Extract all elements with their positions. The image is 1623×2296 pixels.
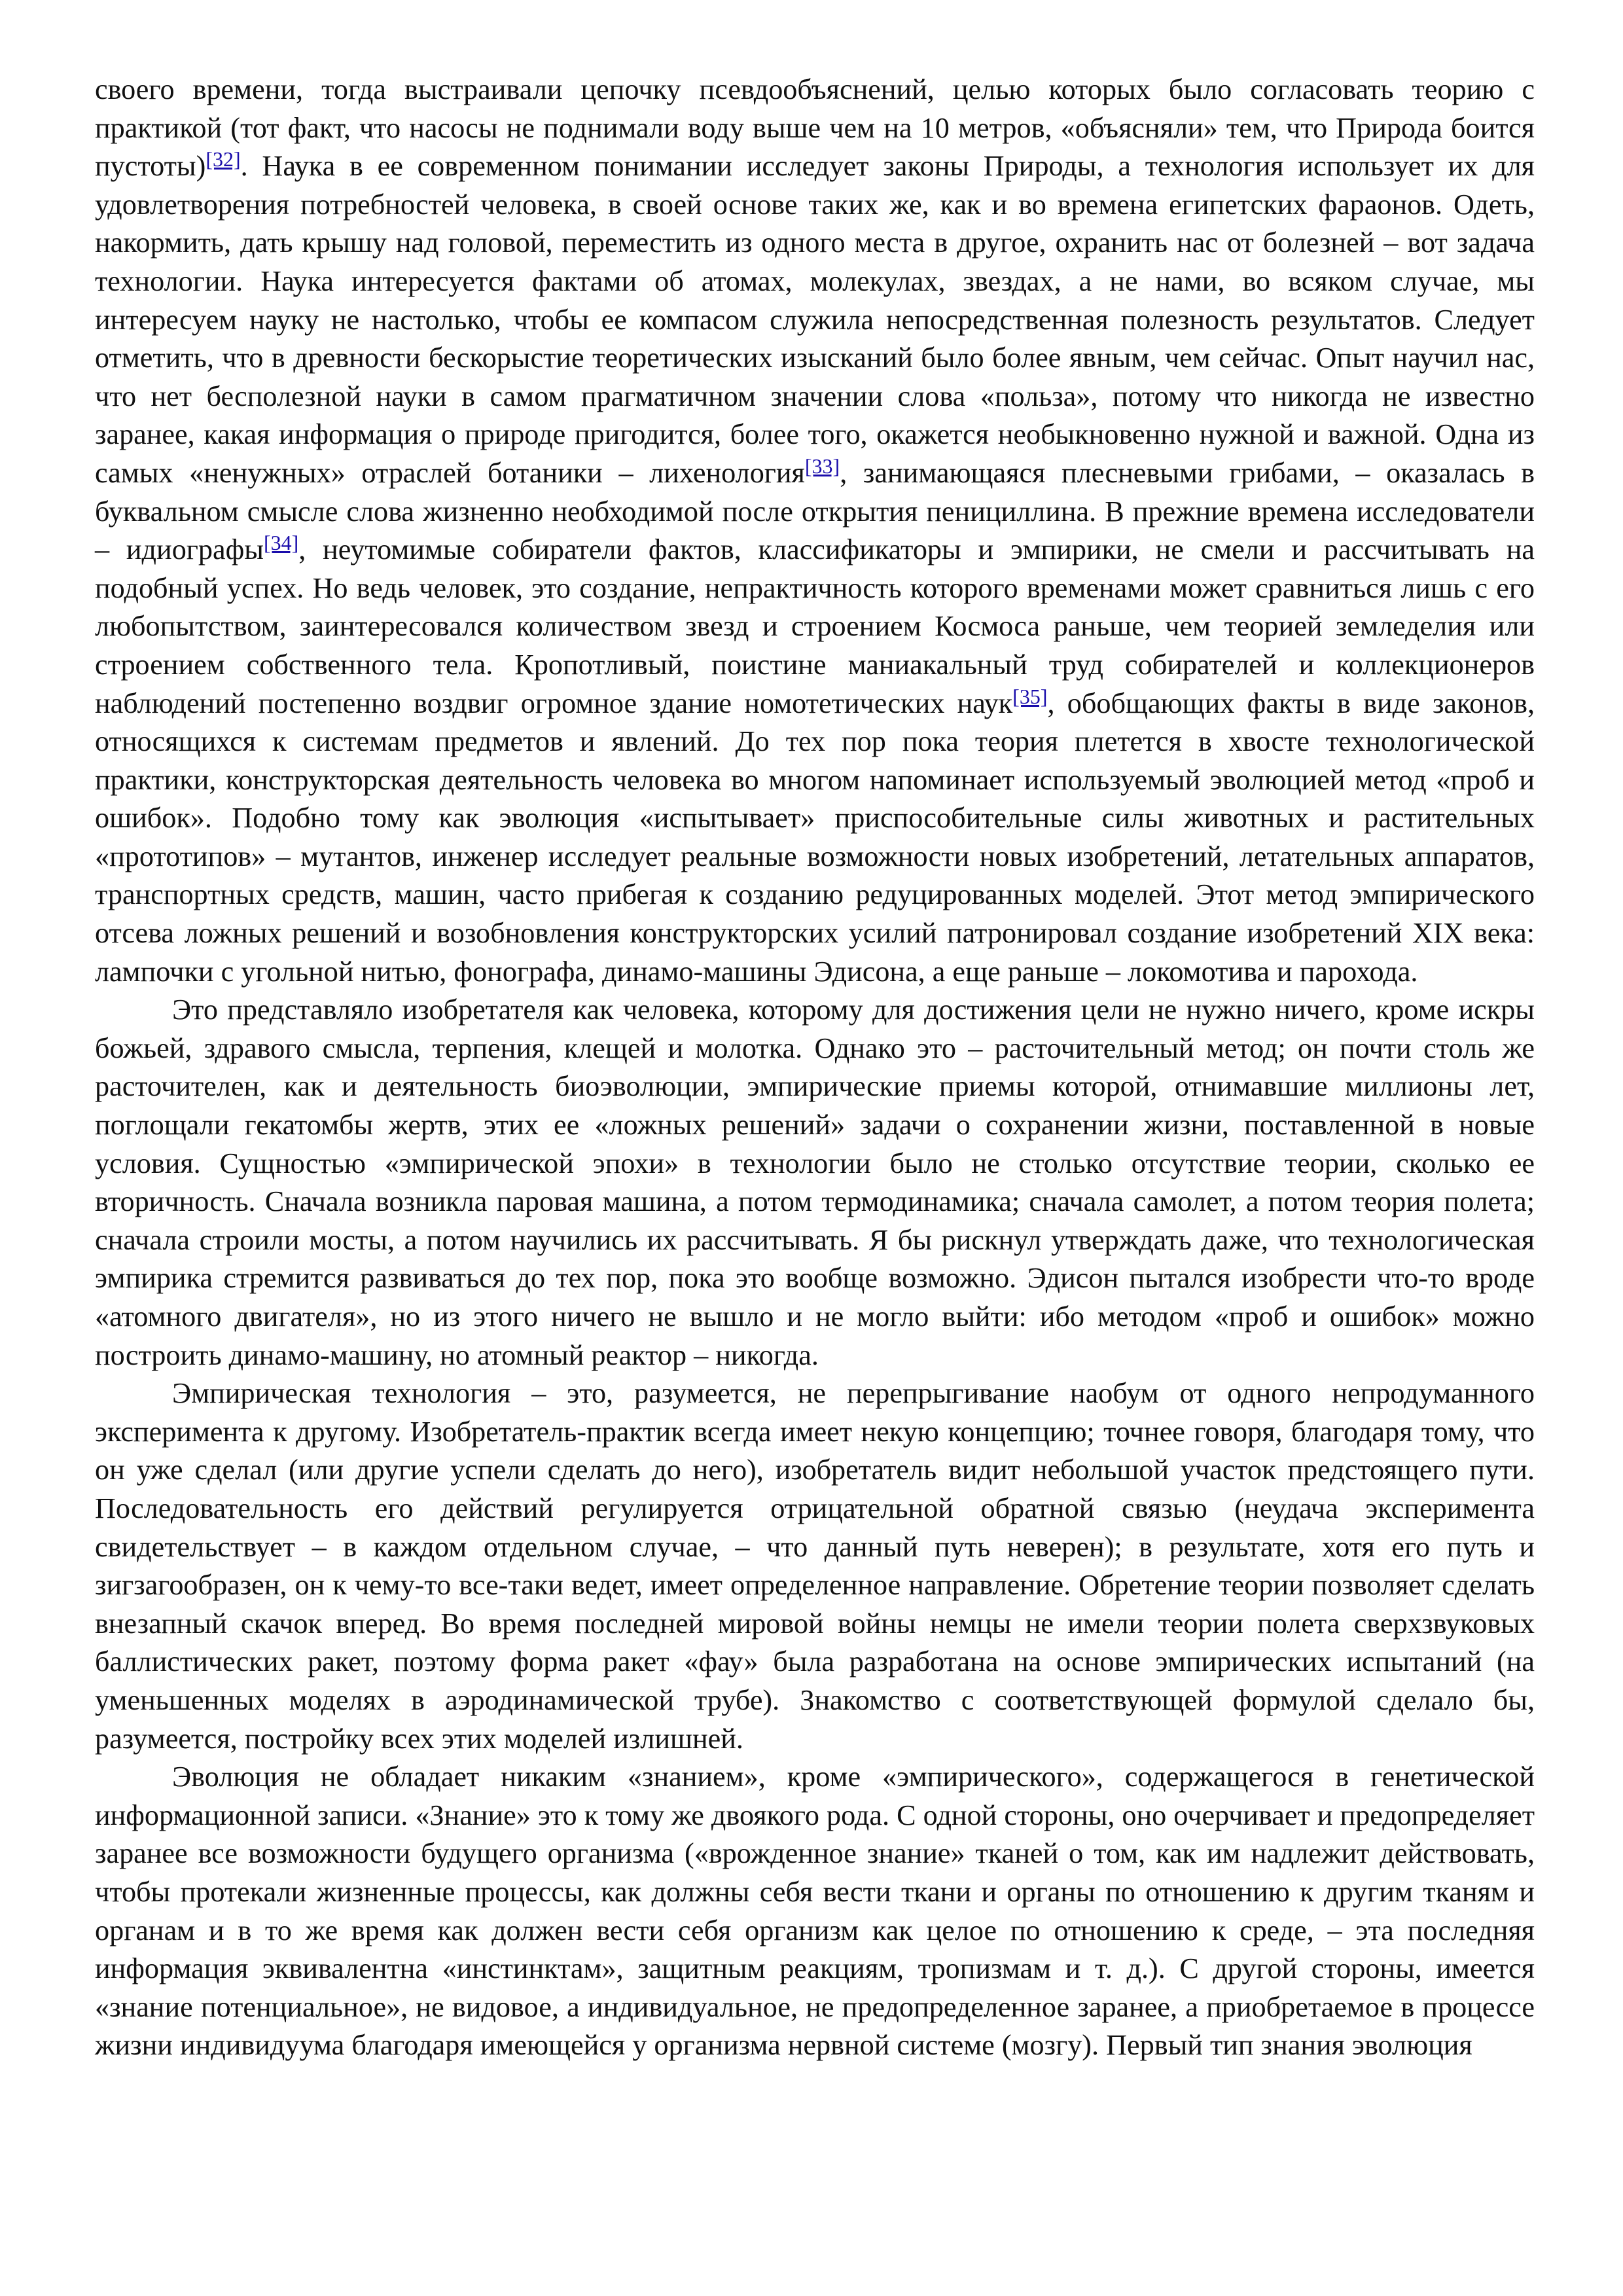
paragraph-1-text-c: , занимающаяся плесневыми грибами, – оказалась в буквальном смысле слова жизненно необходимой после открытия пенициллина. В прежние времена исследователи – идиографы — [95, 456, 1535, 566]
paragraph-1-text-e: , обобщающих факты в виде законов, относящихся к системам предметов и явлений. До тех пор пока теория плетется в хвосте технологической практики, конструкторская деятельность человека во многом напоминает используемый эволюцией метод «проб и ошибок». Подобно тому как эволюция «испытывает» приспособительные силы животных и растительных «прототипов» – мутантов, инженер исследует реальные возможности новых изобретений, летательных аппаратов, транспортных средств, машин, часто прибегая к созданию редуцированных моделей. Этот метод эмпирического отсева ложных решений и возобновления конструкторских усилий патронировал создание изобретений XIX века: лампочки с угольной нитью, фонографа, динамо-машины Эдисона, а еще раньше – локомотива и парохода. — [95, 687, 1535, 988]
paragraph-2: Это представляло изобретателя как человека, которому для достижения цели не нужно ничего, кроме искры божьей, здравого смысла, терпения, клещей и молотка. Однако это – расточительный метод; он почти столь же расточителен, как и деятельность биоэволюции, эмпирические приемы которой, отнимавшие миллионы лет, поглощали гекатомбы жертв, этих ее «ложных решений» задачи о сохранении жизни, поставленной в новые условия. Сущностью «эмпирической эпохи» в технологии было не столько отсутствие теории, сколько ее вторичность. Сначала возникла паровая машина, а потом термодинамика; сначала самолет, а потом теория полета; сначала строили мосты, а потом научились их рассчитывать. Я бы рискнул утверждать даже, что технологическая эмпирика стремится развиваться до тех пор, пока это вообще возможно. Эдисон пытался изобрести что-то вроде «атомного двигателя», но из этого ничего не вышло и не могло выйти: ибо методом «проб и ошибок» можно построить динамо-машину, но атомный реактор – никогда. — [95, 994, 1535, 1371]
paragraph-3: Эмпирическая технология – это, разумеется, не перепрыгивание наобум от одного непродуманного эксперимента к другому. Изобретатель-практик всегда имеет некую концепцию; точнее говоря, благодаря тому, что он уже сделал (или другие успели сделать до него), изобретатель видит небольшой участок предстоящего пути. Последовательность его действий регулируется отрицательной обратной связью (неудача эксперимента свидетельствует – в каждом отдельном случае, – что данный путь неверен); в результате, хотя его путь и зигзагообразен, он к чему-то все-таки ведет, имеет определенное направление. Обретение теории позволяет сделать внезапный скачок вперед. Во время последней мировой войны немцы не имели теории полета сверхзвуковых баллистических ракет, поэтому форма ракет «фау» была разработана на основе эмпирических испытаний (на уменьшенных моделях в аэродинамической трубе). Знакомство с соответствующей формулой сделало бы, разумеется, постройку всех этих моделей излишней. — [95, 1377, 1535, 1755]
paragraph-1 — [95, 71, 1535, 991]
footnote-link-32[interactable]: [32] — [205, 147, 241, 171]
footnote-link-33[interactable]: [33] — [804, 454, 840, 478]
paragraph-1-text-d: , неутомимые собиратели фактов, классификаторы и эмпирики, не смели и рассчитывать на подобный успех. Но ведь человек, это создание, непрактичность которого временами может сравниться лишь с его любопытством, заинтересовался количеством звезд и строением Космоса раньше, чем теорией земледелия или строением собственного тела. Кропотливый, поистине маниакальный труд собирателей и коллекционеров наблюдений постепенно воздвиг огромное здание номотетических наук — [95, 533, 1535, 719]
footnote-link-35[interactable]: [35] — [1012, 684, 1048, 708]
paragraph-1-text-b: . Наука в ее современном понимании исследует законы Природы, а технология использует их для удовлетворения потребностей человека, в своей основе таких же, как и во времена египетских фараонов. Одеть, накормить, дать крышу над головой, переместить из одного места в другое, охранить нас от болезней – вот задача технологии. Наука интересуется фактами об атомах, молекулах, звездах, а не нами, во всяком случае, мы интересуем науку не настолько, чтобы ее компасом служила непосредственная полезность результатов. Следует отметить, что в древности бескорыстие теоретических изысканий было более явным, чем сейчас. Опыт научил нас, что нет бесполезной науки в самом прагматичном значении слова «польза», потому что никогда не известно заранее, какая информация о природе пригодится, более того, окажется необыкновенно нужной и важной. Одна из самых «ненужных» отраслей ботаники – лихенология — [95, 150, 1535, 489]
footnote-link-34[interactable]: [34] — [263, 531, 299, 555]
document-page — [95, 71, 1535, 2065]
paragraph-4: Эволюция не обладает никаким «знанием», кроме «эмпирического», содержащегося в генетической информационной записи. «Знание» это к тому же двоякого рода. С одной стороны, оно очерчивает и предопределяет заранее все возможности будущего организма («врожденное знание» тканей о том, как им надлежит действовать, чтобы протекали жизненные процессы, как должны себя вести ткани и органы по отношению к другим тканям и органам и в то же время как должен вести себя организм как целое по отношению к среде, – эта последняя информация эквивалентна «инстинктам», защитным реакциям, тропизмам и т. д.). С другой стороны, имеется «знание потенциальное», не видовое, а индивидуальное, не предопределенное заранее, а приобретаемое в процессе жизни индивидуума благодаря имеющейся у организма нервной системе (мозгу). Первый тип знания эволюция — [95, 1761, 1535, 2062]
paragraph-1-text-a: своего времени, тогда выстраивали цепочку псевдообъяснений, целью которых было согласовать теорию с практикой (тот факт, что насосы не поднимали воду выше чем на 10 метров, «объясняли» тем, что Природа боится пустоты) — [95, 73, 1535, 183]
